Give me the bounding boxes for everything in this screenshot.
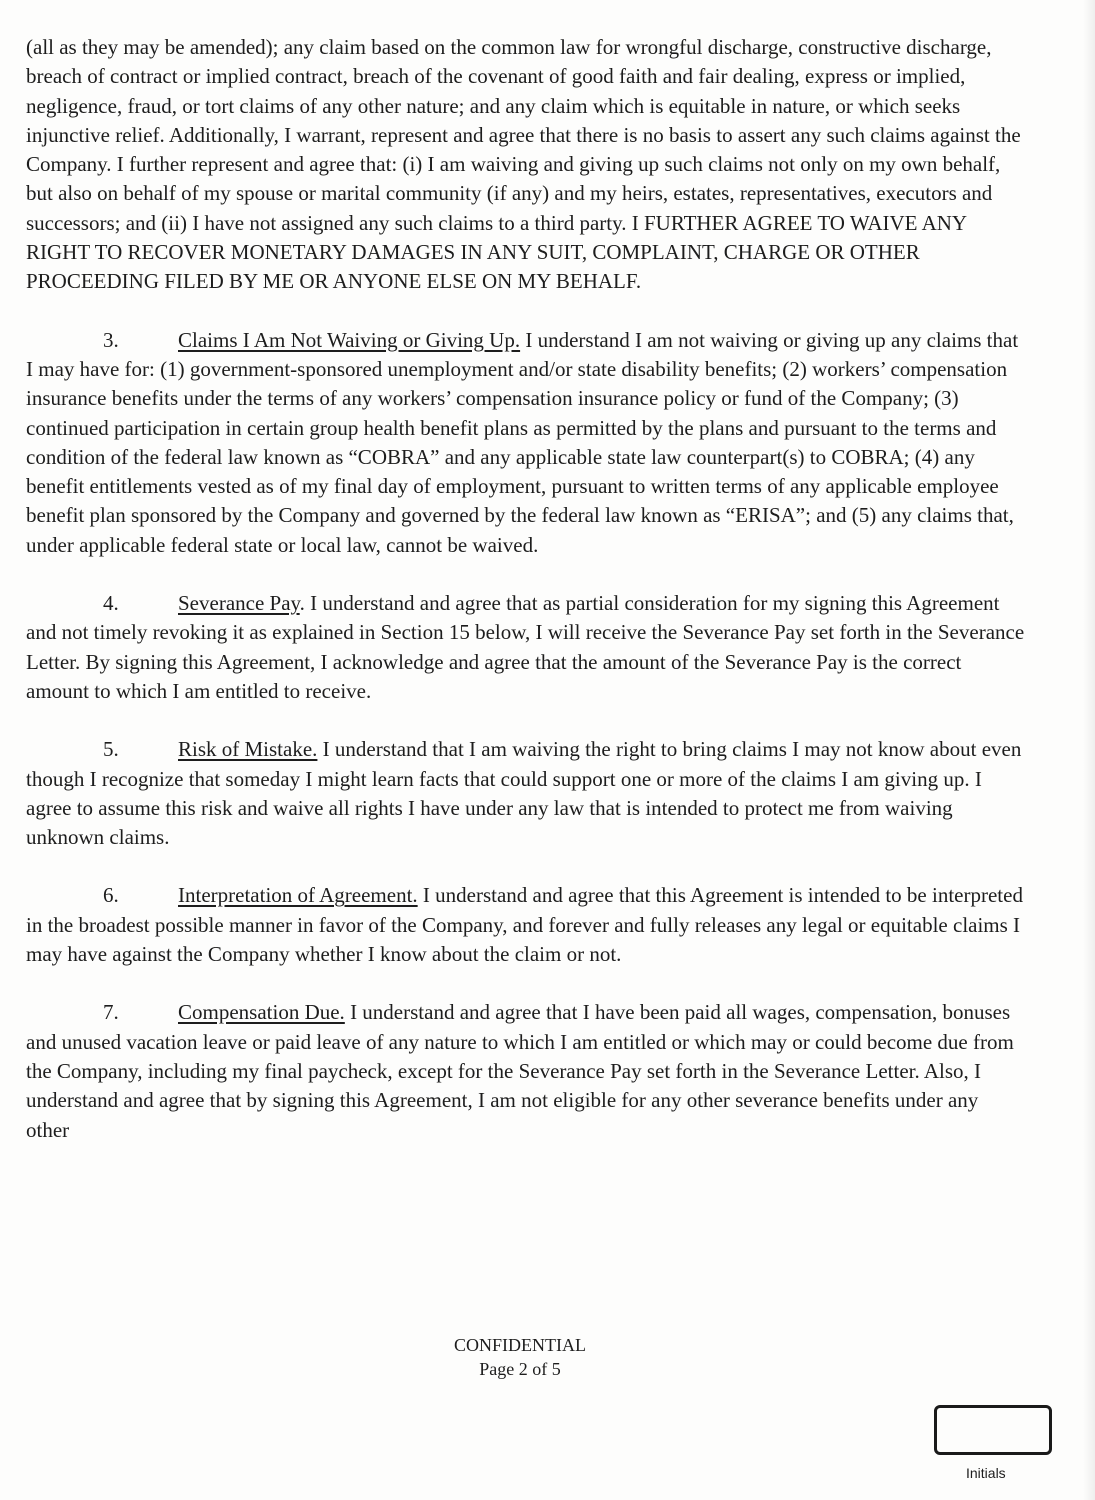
- section-heading: Interpretation of Agreement.: [178, 883, 418, 908]
- section-4: [26, 589, 1026, 706]
- initials-field[interactable]: [934, 1405, 1052, 1455]
- section-text: . I understand and agree that as partial consideration for my signing this Agreement and not timely revoking it as explained in Section 15 below, I will receive the Severance Pay set forth in the Severance Letter. By signing this Agreement, I acknowledge and agree that the amount of the Severance Pay is the correct amount to which I am entitled to receive.: [26, 591, 1025, 703]
- section-text: I understand and agree that this Agreement is intended to be interpreted in the broadest possible manner in favor of the Company, and forever and fully releases any legal or equitable claims I may have against the Company whether I know about the claim or not.: [26, 883, 1023, 967]
- scan-edge-shadow: [1083, 0, 1095, 1500]
- section-number: 4.: [103, 591, 119, 616]
- section-3: [26, 326, 1026, 560]
- document-body: [26, 33, 1026, 1174]
- section-number: 5.: [103, 737, 119, 762]
- section-text: I understand I am not waiving or giving up any claims that I may have for: (1) government-sponsored unemployment and/or state disability benefits; (2) workers’ compensation insurance benefits under the terms of any workers’ compensation insurance policy or fund of the Company; (3) continued participation in certain group health benefit plans as permitted by the plans and pursuant to the terms and condition of the federal law known as “COBRA” and any applicable state law counterpart(s) to COBRA; (4) any benefit entitlements vested as of my final day of employment, pursuant to written terms of any applicable employee benefit plan sponsored by the Company and governed by the federal law known as “ERISA”; and (5) any claims that, under applicable federal state or local law, cannot be waived.: [26, 327, 1019, 557]
- section-heading: Risk of Mistake.: [178, 737, 318, 762]
- section-5: [26, 735, 1026, 852]
- section-heading: Claims I Am Not Waiving or Giving Up.: [178, 327, 521, 352]
- section-number: 7.: [103, 1000, 119, 1025]
- section-heading: Compensation Due.: [178, 1000, 345, 1025]
- initials-label: Initials: [966, 1465, 1006, 1481]
- intro-paragraph: (all as they may be amended); any claim based on the common law for wrongful discharge, constructive discharge, breach of contract or implied contract, breach of the covenant of good faith and fair dealing, express or implied, negligence, fraud, or tort claims of any other nature; and any claim which is equitable in nature, or which seeks injunctive relief. Additionally, I warrant, represent and agree that there is no basis to assert any such claims against the Company. I further represent and agree that: (i) I am waiving and giving up such claims not only on my own behalf, but also on behalf of my spouse or marital community (if any) and my heirs, estates, representatives, executors and successors; and (ii) I have not assigned any such claims to a third party. I FURTHER AGREE TO WAIVE ANY RIGHT TO RECOVER MONETARY DAMAGES IN ANY SUIT, COMPLAINT, CHARGE OR OTHER PROCEEDING FILED BY ME OR ANYONE ELSE ON MY BEHALF.: [26, 35, 1021, 294]
- footer-page-number: Page 2 of 5: [479, 1359, 561, 1379]
- section-number: 3.: [103, 327, 119, 352]
- section-text: I understand that I am waiving the right to bring claims I may not know about even though I recognize that someday I might learn facts that could support one or more of the claims I am giving up. I agree to assume this risk and waive all rights I have under any law that is intended to protect me from waiving unknown claims.: [26, 737, 1022, 850]
- section-number: 6.: [103, 883, 119, 908]
- section-7: [26, 998, 1026, 1144]
- section-6: [26, 881, 1026, 969]
- section-text: I understand and agree that I have been paid all wages, compensation, bonuses and unused vacation leave or paid leave of any nature to which I am entitled or which may or could become due from the Company, including my final paycheck, except for the Severance Pay set forth in the Severance Letter. Also, I understand and agree that by signing this Agreement, I am not eligible for any other severance benefits under any other: [26, 1000, 1014, 1142]
- footer-confidential: CONFIDENTIAL: [454, 1335, 586, 1355]
- section-heading: Severance Pay: [178, 591, 300, 616]
